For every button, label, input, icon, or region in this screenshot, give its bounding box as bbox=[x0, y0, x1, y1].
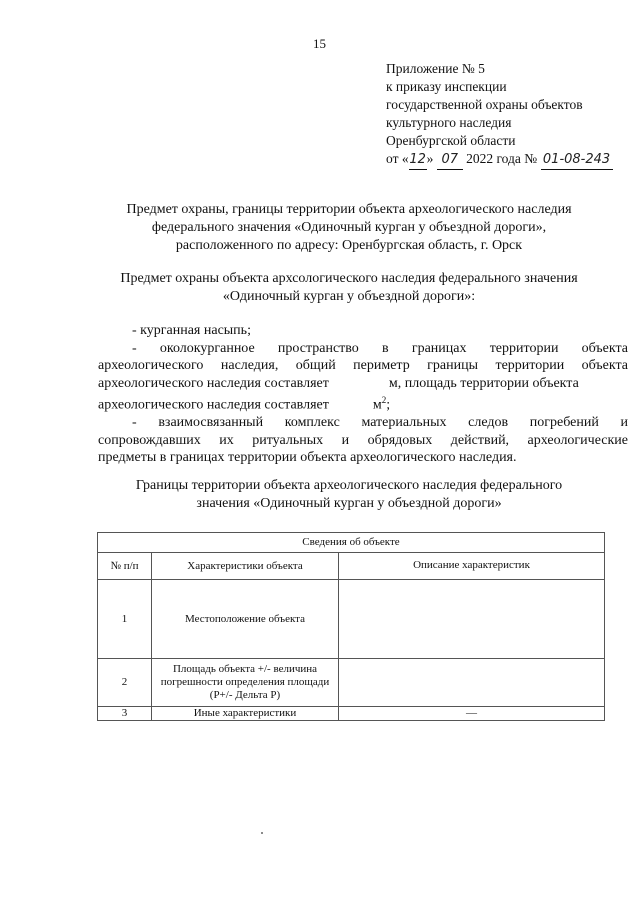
object-info-table bbox=[97, 532, 605, 721]
order-day: 12 bbox=[409, 151, 427, 170]
table-caption: Сведения об объекте bbox=[98, 533, 605, 553]
page-number: 15 bbox=[313, 36, 326, 51]
list-item: - курганная насыпь; bbox=[132, 323, 251, 338]
appendix-title: Приложение № 5 bbox=[386, 61, 485, 76]
appendix-block bbox=[386, 60, 613, 170]
document-title: Предмет охраны, границы территории объекта археологического наследия федерального значения «Одиночный курган у объездной дороги», расположенного по адресу: Оренбургская область, г. Орск bbox=[126, 202, 572, 253]
protection-subject-list: - курганная насыпь; - околокурганное пространство в границах территории объекта археологического наследия, общий периметр границы территории объекта археологического наследия составляет м, площадь территории объекта археологического наследия составляет $м^2$; - взаимосвязанный комплекс материальных следов погребений и сопровождавших их ритуальных и обрядовых действий, археологические предметы в границах территории объекта археологического наследия. bbox=[98, 323, 628, 466]
table-row: 1 Местоположение объекта bbox=[98, 580, 605, 659]
table-row: 3 Иные характеристики — bbox=[98, 707, 605, 721]
list-item: - взаимосвязанный комплекс материальных следов погребений и bbox=[132, 415, 628, 431]
boundaries-heading: Границы территории объекта археологического наследия федерального значения «Одиночный курган у объездной дороги» bbox=[135, 478, 563, 511]
order-month: 07 bbox=[437, 151, 463, 170]
appendix-line: государственной охраны объектов bbox=[386, 97, 583, 112]
appendix-line: Оренбургской области bbox=[386, 133, 516, 148]
table-row: 2 Площадь объекта +/- величина погрешности определения площади (Р+/- Дельта Р) bbox=[98, 659, 605, 707]
scan-mark bbox=[261, 832, 263, 834]
order-date-line: от «12» 07 2022 года № 01-08-243 bbox=[386, 150, 613, 170]
list-item: - околокурганное пространство в границах территории объекта bbox=[132, 340, 628, 356]
table-header: № п/п bbox=[98, 553, 152, 580]
table-header: Описание характеристик bbox=[339, 553, 605, 580]
appendix-line: к приказу инспекции bbox=[386, 79, 507, 94]
protection-subject-heading: Предмет охраны объекта архсологического наследия федерального значения «Одиночный курган у объездной дороги»: bbox=[120, 271, 578, 304]
appendix-line: культурного наследия bbox=[386, 115, 512, 130]
table-header: Характеристики объекта bbox=[152, 553, 339, 580]
order-number: 01-08-243 bbox=[541, 151, 613, 170]
